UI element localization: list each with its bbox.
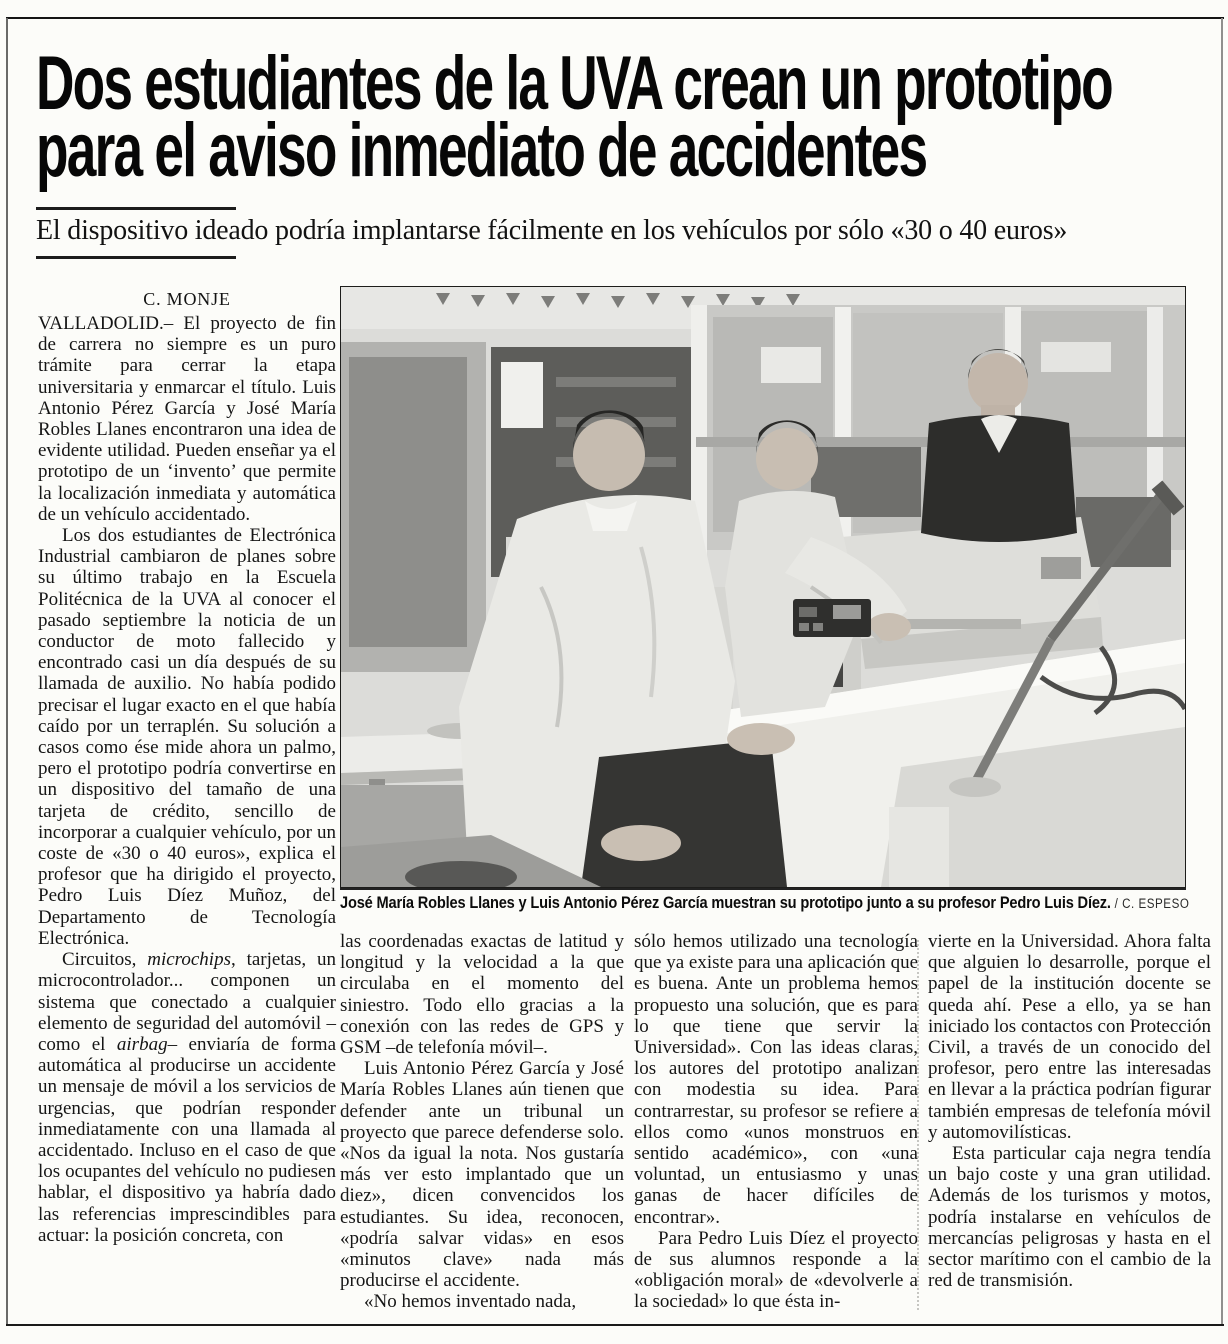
body-column-1 [38, 313, 336, 1325]
italic-word: airbag [116, 1033, 168, 1055]
subheadline-rule-bottom [36, 256, 236, 259]
body-column-4 [928, 931, 1211, 1323]
paragraph: sólo hemos utilizado una tecnología que ya existe para una aplicación que es buena. Ante un problema hemos propuesto una solución, que es para lo que tiene que servir la Universidad». Con las ideas claras, los autores del prototipo analizan con modestia su idea. Para contrarrestar, su profesor se refiere a ellos como «unos monstruos en sentido académico», con «una voluntad, un entusiasmo y unas ganas de hacer difíciles de encontrar». [634, 931, 918, 1228]
caption-rule [340, 888, 1186, 890]
paragraph [38, 949, 336, 1246]
paragraph-text: Circuitos, [62, 949, 148, 971]
right-page-border [1221, 18, 1223, 1324]
body-column-3 [634, 931, 918, 1323]
paragraph: VALLADOLID.– El proyecto de fin de carrera no siempre es un puro trámite para cerrar la etapa universitaria y enmarcar el título. Luis Antonio Pérez García y José María Robles Llanes encontraron una idea de evidente utilidad. Pueden enseñar ya el prototipo de un ‘invento’ que permite la localización inmediata y automática de un vehículo accidentado. [38, 313, 336, 525]
photo-caption [340, 893, 1190, 913]
photo-credit: / C. ESPESO [1114, 896, 1190, 911]
byline: C. MONJE [143, 289, 231, 309]
subheadline: El dispositivo ideado podría implantarse fácilmente en los vehículos por sólo «30 o 40 euros» [36, 215, 1068, 246]
lab-scene [341, 287, 1185, 887]
left-page-border [6, 18, 8, 1324]
paragraph: Los dos estudiantes de Electrónica Industrial cambiaron de planes sobre su último trabajo en la Escuela Politécnica de la UVA al conocer el pasado septiembre la noticia de un conductor de moto fallecido y encontrado casi un día después de su llamada de auxilio. No había podido precisar el lugar exacto en el que había caído por un terraplén. Su solución a casos como ése mide ahora un palmo, pero el prototipo podría convertirse en un dispositivo del tamaño de una tarjeta de crédito, sencillo de incorporar a cualquier vehículo, por un coste de «30 o 40 euros», explica el profesor que ha dirigido el proyecto, Pedro Luis Díez Muñoz, del Departamento de Tecnología Electrónica. [38, 525, 336, 949]
paragraph: Para Pedro Luis Díez el proyecto de sus alumnos responde a la «obligación moral» de «devolverle a la sociedad» lo que ésta in- [634, 1227, 918, 1313]
body-column-2 [340, 931, 624, 1323]
paragraph: Luis Antonio Pérez García y José María Robles Llanes aún tienen que defender ante un tribunal un proyecto que parece defenderse solo. «Nos da igual la nota. Nos gustaría más ver esto implantado que un diez», dicen convencidos los estudiantes. Su idea, reconocen, «podría salvar vidas» en esos «minutos clave» nada más producirse el accidente. [340, 1058, 624, 1292]
headline [36, 41, 1206, 193]
paragraph: las coordenadas exactas de latitud y longitud y la velocidad a la que circulaba en el momento del siniestro. Todo ello gracias a la conexión con las redes de GPS y GSM –de telefonía móvil–. [340, 931, 624, 1059]
paragraph-text: , tarjetas, un microcontrolador... componen un sistema que conectado a cualquier elemento de seguridad del automóvil –como el [38, 949, 336, 1055]
article-photo [340, 286, 1186, 888]
column-separator [917, 940, 919, 1310]
top-rule [6, 17, 1224, 19]
headline-line-2: para el aviso inmediato de accidentes [36, 108, 927, 193]
prototype-board [793, 599, 871, 637]
caption-text: José María Robles Llanes y Luis Antonio Pérez García muestran su prototipo junto a su profesor Pedro Luis Díez. [340, 893, 1111, 912]
paragraph: Esta particular caja negra tendía un bajo coste y una gran utilidad. Además de los turismos y motos, podría instalarse en vehículos de mercancías peligrosas y hasta en el sector marítimo con el cambio de la red de transmisión. [928, 1143, 1211, 1292]
italic-word: microchips [147, 949, 231, 971]
paragraph: vierte en la Universidad. Ahora falta que alguien lo desarrolle, porque el papel de la institución docente se queda ahí. Pese a ello, ya se han iniciado los contactos con Protección Civil, a través de un conocido del profesor, pero entre las interesadas en llevar a la práctica podrían figurar también empresas de telefonía móvil y automovilísticas. [928, 931, 1211, 1143]
subheadline-rule-top [36, 207, 236, 210]
paragraph-text: – enviaría de forma automática al producirse un accidente un mensaje de móvil a los servicios de urgencias, que podrían responder inmediatamente con una llamada al accidentado. Incluso en el caso de que los ocupantes del vehículo no pudiesen hablar, el dispositivo ya habría dado las referencias imprescindibles para actuar: la posición concreta, con [38, 1033, 336, 1246]
headline-line-1: Dos estudiantes de la UVA crean un prototipo [36, 41, 1112, 126]
paragraph: «No hemos inventado nada, [364, 1291, 577, 1313]
